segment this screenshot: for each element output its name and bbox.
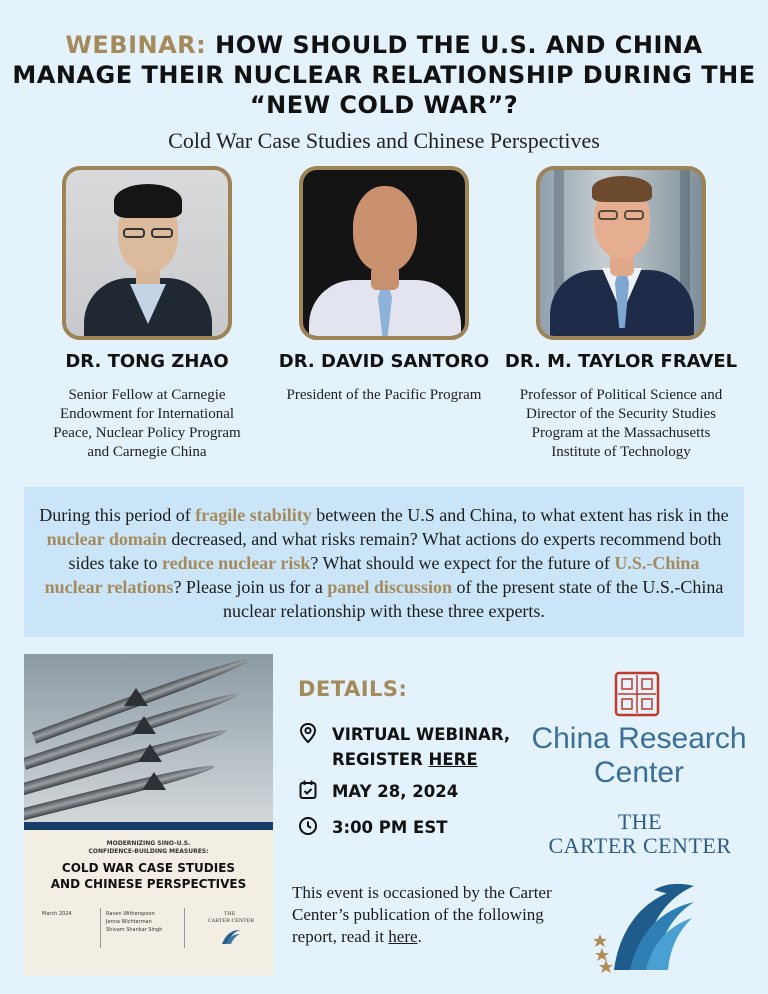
highlight-phrase: fragile stability <box>195 505 312 525</box>
speaker-name-1: DR. TONG ZHAO <box>65 351 229 372</box>
report-author-2: Jenna Wichterman <box>106 919 152 925</box>
highlight-phrase: U.S.-China nuclear relations <box>44 553 700 597</box>
title-line-1: HOW SHOULD THE U.S. AND CHINA <box>215 31 703 59</box>
event-title <box>0 30 768 120</box>
crc-line-2: Center <box>593 756 685 789</box>
description-text: ? What should we expect for the future of <box>310 553 615 573</box>
note-text: This event is occasioned by the Carter Center’s publication of the following report, read it <box>292 883 552 946</box>
carter-center-logo <box>540 810 740 858</box>
carter-eagle-small-icon <box>218 926 242 946</box>
location-text: VIRTUAL WEBINAR, <box>332 725 511 744</box>
title-keyword: WEBINAR: <box>65 31 207 59</box>
clock-icon <box>298 815 318 837</box>
speaker-photo-david-santoro <box>299 166 469 340</box>
event-description <box>24 487 744 637</box>
event-subtitle: Cold War Case Studies and Chinese Perspectives <box>168 128 600 153</box>
description-text: of the present state of the U.S.-China nuclear relationship with these three experts. <box>223 577 724 621</box>
highlight-phrase: reduce nuclear risk <box>162 553 311 573</box>
note-end: . <box>417 927 422 946</box>
speaker-role-1: Senior Fellow at Carnegie Endowment for International Peace, Nuclear Policy Program and Carnegie China <box>53 387 241 460</box>
carter-line-1: THE <box>617 809 663 834</box>
report-title-1: COLD WAR CASE STUDIES <box>61 861 236 875</box>
speaker-photo-m-taylor-fravel <box>536 166 706 340</box>
highlight-phrase: panel discussion <box>327 577 452 597</box>
report-publisher-2: CARTER CENTER <box>208 918 255 924</box>
speaker-role-2: President of the Pacific Program <box>286 387 482 403</box>
title-line-3: “NEW COLD WAR”? <box>249 91 519 119</box>
event-time: 3:00 PM EST <box>332 818 448 837</box>
report-title-2: AND CHINESE PERSPECTIVES <box>50 877 247 891</box>
details-heading: DETAILS: <box>298 677 408 701</box>
title-line-2: MANAGE THEIR NUCLEAR RELATIONSHIP DURING THE <box>12 61 756 89</box>
china-research-center-logo <box>525 722 753 790</box>
report-date: March 2024 <box>42 911 72 917</box>
speaker-name-3: DR. M. TAYLOR FRAVEL <box>504 351 738 372</box>
description-text: During this period of <box>39 505 196 525</box>
report-author-3: Shivam Shankar Singh <box>106 927 163 933</box>
time-row <box>298 815 447 840</box>
description-text: between the U.S and China, to what extent has risk in the <box>311 505 729 525</box>
report-cover[interactable] <box>24 654 273 976</box>
report-cover-image <box>24 654 273 824</box>
speaker-name-2: DR. DAVID SANTORO <box>278 351 490 372</box>
calendar-check-icon <box>298 779 318 801</box>
description-text: ? Please join us for a <box>173 577 328 597</box>
description-text: decreased, and what risks remain? What actions do experts recommend both sides take to <box>68 529 722 573</box>
report-kicker-2: CONFIDENCE-BUILDING MEASURES: <box>88 848 209 855</box>
carter-line-2: CARTER CENTER <box>548 833 732 858</box>
report-link[interactable]: here <box>388 927 418 946</box>
report-author-1: Raven Witherspoon <box>106 911 155 917</box>
register-link[interactable]: HERE <box>428 750 478 769</box>
crc-line-1: China Research <box>531 722 747 755</box>
report-note <box>292 882 572 948</box>
register-prefix: REGISTER <box>332 750 429 769</box>
event-date: MAY 28, 2024 <box>332 782 459 801</box>
report-kicker-1: MODERNIZING SINO-U.S. <box>106 840 191 847</box>
china-research-center-seal-icon <box>614 671 660 717</box>
speaker-photo-tong-zhao <box>62 166 232 340</box>
report-publisher-1: THE <box>224 911 236 917</box>
speaker-role-3: Professor of Political Science and Director of the Security Studies Program at the Massachusetts Institute of Technology <box>519 387 723 460</box>
location-row <box>298 722 510 772</box>
carter-center-eagle-icon <box>590 876 700 976</box>
report-cover-band <box>24 822 273 830</box>
highlight-phrase: nuclear domain <box>46 529 167 549</box>
date-row <box>298 779 458 804</box>
location-pin-icon <box>298 722 318 744</box>
